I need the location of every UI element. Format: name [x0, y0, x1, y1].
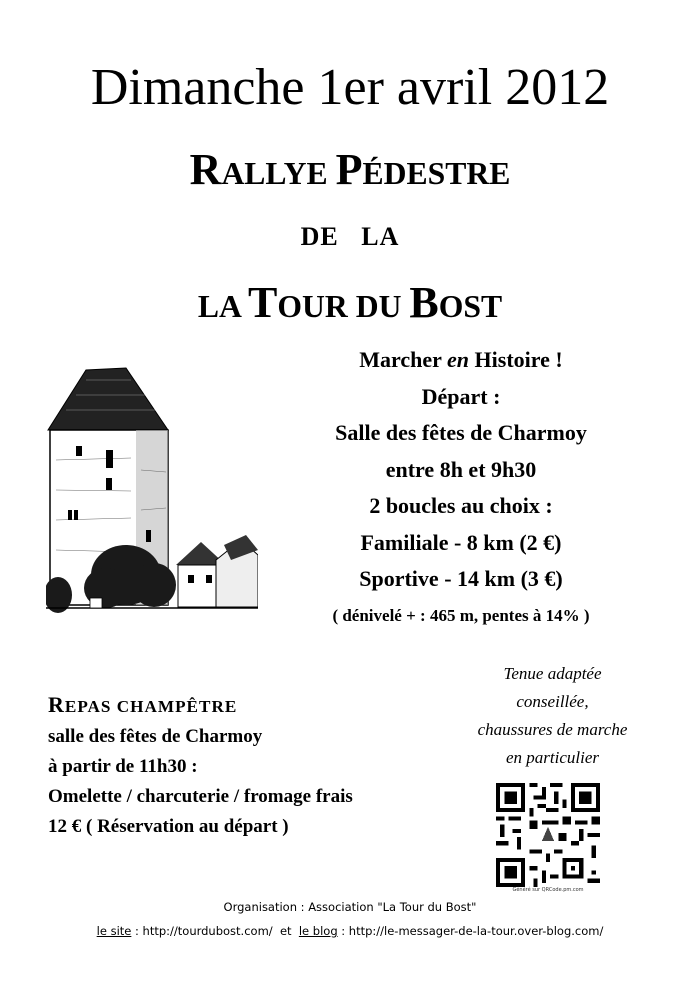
info-loop-sport: Sportive - 14 km (3 €) [359, 566, 563, 591]
footer-organisation: Organisation : Association "La Tour du Bost" [223, 900, 477, 914]
tour-cap-t: T [248, 278, 278, 327]
advice-line-3: chaussures de marche [477, 720, 628, 739]
info-tagline [262, 342, 660, 379]
footer-links [0, 919, 700, 943]
meal-price: 12 € ( Réservation au départ ) [48, 816, 289, 837]
meal-title-rest: EPAS CHAMPÊTRE [64, 697, 238, 716]
footer [0, 895, 700, 943]
tagline-emphasis: en [447, 347, 470, 372]
event-title [0, 145, 700, 199]
info-loops-heading: 2 boucles au choix : [369, 493, 553, 518]
info-venue: Salle des fêtes de Charmoy [335, 420, 587, 445]
meal-menu: Omelette / charcuterie / fromage frais [48, 786, 353, 807]
title-rest-allye: ALLYE [221, 156, 336, 191]
organizer-title [0, 278, 700, 332]
info-depart-label: Départ : [421, 383, 501, 409]
info-loop-family: Familiale - 8 km (2 €) [360, 529, 562, 555]
dress-advice [455, 660, 650, 772]
meal-venue: salle des fêtes de Charmoy [48, 726, 263, 747]
tour-prefix: LA [197, 289, 249, 324]
info-start-time: entre 8h et 9h30 [385, 456, 537, 482]
site-url[interactable]: : http://tourdubost.com/ et [131, 924, 299, 938]
event-date: Dimanche 1er avril 2012 [90, 59, 610, 116]
qr-caption: Généré sur QRCode.pm.com [512, 887, 584, 893]
title-cap-p: P [335, 145, 363, 194]
tour-rest-our: OUR DU [277, 289, 410, 324]
title-cap-r: R [189, 145, 222, 194]
tagline-part-a: Marcher [359, 347, 448, 372]
blog-url[interactable]: : http://le-messager-de-la-tour.over-blog.com/ [337, 924, 604, 938]
tour-rest-ost: OST [438, 289, 503, 324]
qr-code[interactable] [496, 783, 600, 887]
advice-line-2: conseillée, [516, 692, 589, 711]
tagline-part-b: Histoire ! [469, 347, 563, 372]
title-rest-edestre: ÉDESTRE [362, 156, 511, 191]
meal-title [48, 690, 468, 722]
walk-info [262, 342, 660, 634]
title-de-la: DE LA [300, 222, 400, 251]
meal-time: à partir de 11h30 : [48, 756, 198, 777]
advice-line-4: en particulier [505, 748, 599, 767]
tour-cap-b: B [409, 278, 439, 327]
blog-link-label[interactable]: le blog [298, 924, 338, 938]
info-elevation: ( dénivelé + : 465 m, pentes à 14% ) [332, 605, 590, 625]
site-link-label[interactable]: le site [96, 924, 132, 938]
meal-section [48, 690, 468, 842]
advice-line-1: Tenue adaptée [503, 664, 602, 683]
meal-title-cap: R [48, 692, 65, 717]
castle-tower-illustration [46, 360, 258, 618]
